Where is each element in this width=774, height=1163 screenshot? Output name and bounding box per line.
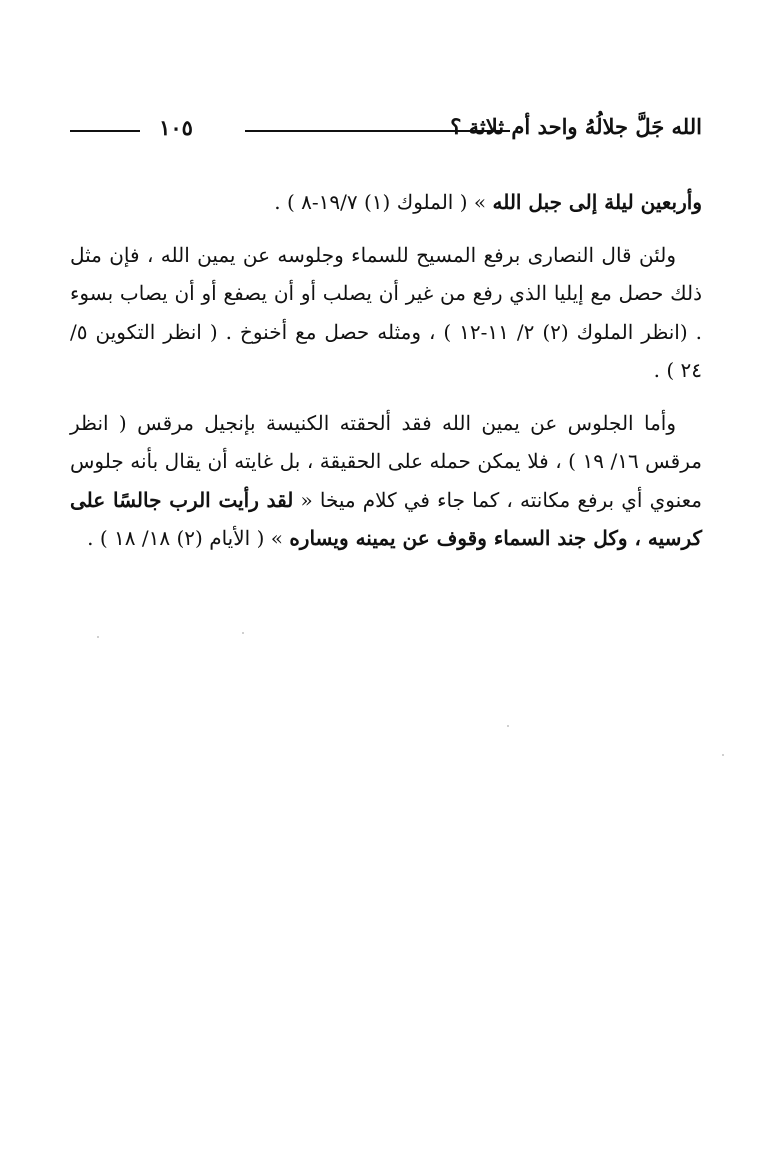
page-number: ١٠٥ [159, 115, 193, 140]
header-rule-left [70, 130, 140, 132]
paragraph-3-reference: » ( الأيام (٢) ١٨/ ١٨ ) . [87, 526, 290, 550]
paragraph-2 [70, 236, 702, 390]
scan-speck [242, 632, 244, 634]
scan-speck [507, 725, 509, 727]
paragraph-3-intro: وأما الجلوس عن يمين الله فقد ألحقته الكنيسة بإنجيل مرقس ( انظر مرقس ١٦/ ١٩ ) ، فلا يمكن حمله على الحقيقة ، بل غايته أن يقال بأنه جلوس معنوي أي برفع مكانته ، كما جاء في كلام ميخا « [70, 410, 702, 512]
scan-speck [722, 754, 724, 756]
scan-speck [97, 636, 99, 638]
running-header [70, 112, 702, 146]
body-text [70, 183, 702, 558]
paragraph-1-reference: » ( الملوك (١) ١٩/٧-٨ ) . [274, 190, 493, 214]
paragraph-3 [70, 404, 702, 558]
paragraph-2-text: ولئن قال النصارى برفع المسيح للسماء وجلوسه عن يمين الله ، فإن مثل ذلك حصل مع إيليا الذي رفع من غير أن يصلب أو أن يصفع أو أن يصاب بسوء . (انظر الملوك (٢) ٢/ ١١-١٢ ) ، ومثله حصل مع أخنوخ . ( انظر التكوين ٥/ ٢٤ ) . [70, 242, 702, 382]
header-rule-right [245, 130, 510, 132]
paragraph-3-bold-quote: لقد رأيت الرب جالسًا على كرسيه ، وكل جند السماء وقوف عن يمينه ويساره [70, 487, 702, 550]
header-title: الله جَلَّ جلالُهُ واحد أم ثلاثة ؟ [450, 114, 702, 139]
paragraph-1-bold-quote: وأربعين ليلة إلى جبل الله [492, 190, 702, 214]
paragraph-1 [70, 183, 702, 222]
